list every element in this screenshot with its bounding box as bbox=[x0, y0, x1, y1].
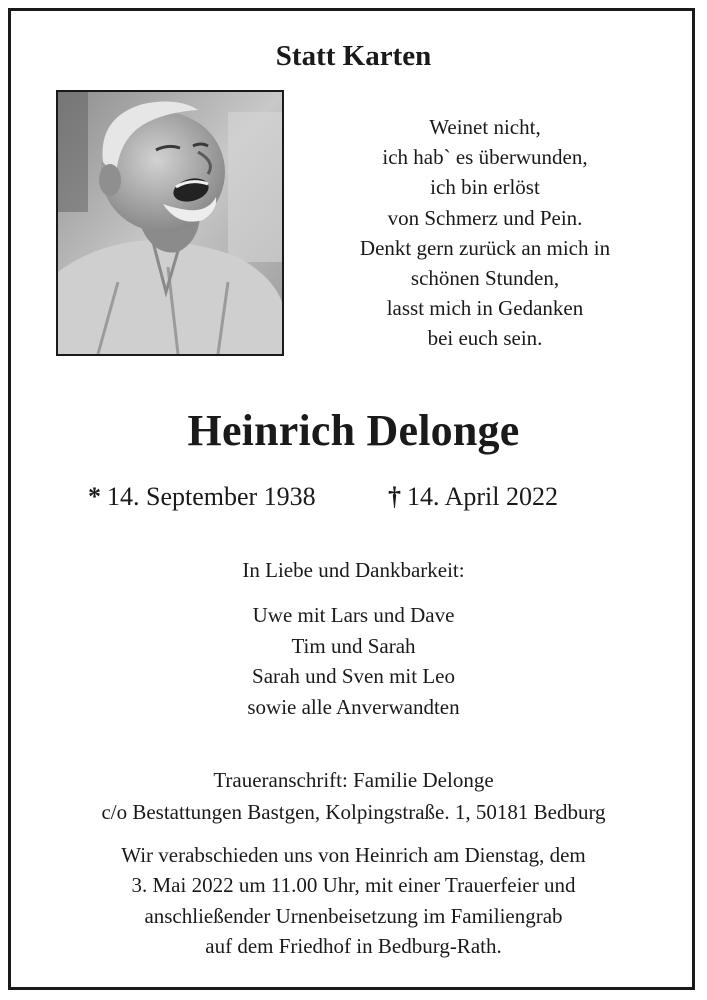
mourner-line: Uwe mit Lars und Dave bbox=[252, 603, 455, 627]
funeral-line: auf dem Friedhof in Bedburg-Rath. bbox=[205, 933, 502, 958]
poem-line: lasst mich in Gedanken bbox=[386, 296, 584, 321]
poem-line: ich hab` es überwunden, bbox=[382, 145, 588, 170]
poem-line: ich bin erlöst bbox=[430, 175, 540, 200]
poem-line: schönen Stunden, bbox=[410, 266, 560, 291]
cross-icon: † bbox=[388, 482, 401, 511]
condolence-address bbox=[0, 764, 707, 828]
address-line: c/o Bestattungen Bastgen, Kolpingstraße. 1, 50181 Bedburg bbox=[101, 800, 606, 824]
portrait-photo bbox=[56, 90, 284, 356]
poem-line: von Schmerz und Pein. bbox=[387, 205, 583, 230]
mourner-line: Tim und Sarah bbox=[291, 633, 416, 658]
death-date bbox=[388, 482, 558, 512]
poem-line: Denkt gern zurück an mich in bbox=[359, 235, 611, 260]
death-date-text: 14. April 2022 bbox=[407, 482, 558, 511]
life-dates bbox=[0, 476, 707, 516]
poem bbox=[300, 112, 670, 354]
mourners-list bbox=[0, 600, 707, 722]
poem-line: bei euch sein. bbox=[427, 326, 543, 351]
funeral-details bbox=[0, 840, 707, 961]
deceased-name: Heinrich Delonge bbox=[187, 406, 520, 455]
birth-symbol-icon: * bbox=[88, 482, 101, 511]
birth-date-text: 14. September 1938 bbox=[107, 482, 316, 511]
address-line: Traueranschrift: Familie Delonge bbox=[213, 768, 494, 792]
funeral-line: anschließender Urnenbeisetzung im Familiengrab bbox=[144, 903, 563, 928]
mourner-line: sowie alle Anverwandten bbox=[247, 694, 460, 719]
funeral-line: 3. Mai 2022 um 11.00 Uhr, mit einer Trauerfeier und bbox=[131, 873, 576, 898]
notice-heading: Statt Karten bbox=[275, 40, 432, 72]
funeral-line: Wir verabschieden uns von Heinrich am Dienstag, dem bbox=[121, 843, 586, 867]
thanks-line: In Liebe und Dankbarkeit: bbox=[242, 558, 465, 582]
mourner-line: Sarah und Sven mit Leo bbox=[252, 664, 455, 688]
birth-date bbox=[88, 482, 316, 512]
poem-line: Weinet nicht, bbox=[429, 115, 541, 139]
portrait-illustration bbox=[58, 92, 282, 354]
